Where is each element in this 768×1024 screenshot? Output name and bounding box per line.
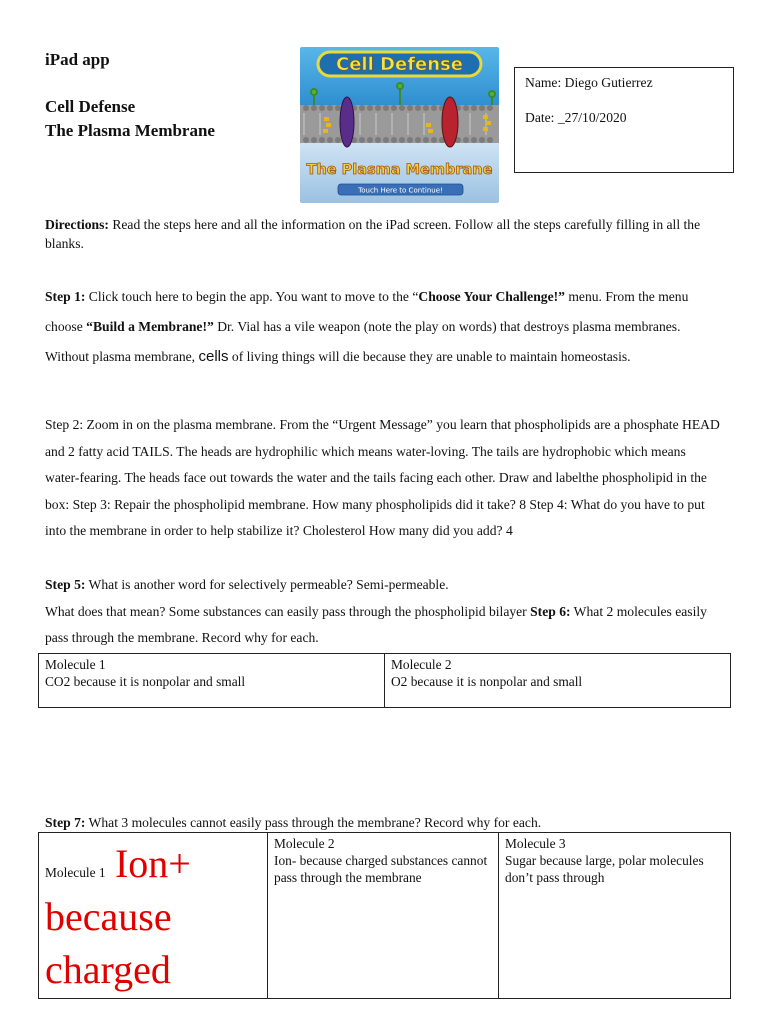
step1-text-3: Dr. Vial has a vile weapon (note the play on words) that destroys plasma membranes. Without plasma membrane, [45, 319, 681, 364]
date-label: Date: [525, 110, 555, 125]
step1-text-1: Click touch here to begin the app. You want to move to the “ [85, 289, 419, 304]
step5-text-2: What does that mean? Some substances can easily pass through the phospholipid bilayer [45, 603, 531, 619]
directions-paragraph [45, 215, 727, 253]
header-line1: iPad app [45, 50, 110, 69]
impermeable-molecules-table [38, 832, 731, 999]
step1-text-4: of living things will die because they are unable to maintain homeostasis. [228, 349, 631, 364]
name-value: Diego Gutierrez [564, 75, 653, 90]
directions-text: Read the steps here and all the information on the iPad screen. Follow all the steps carefully filling in all the blanks. [45, 217, 701, 251]
table2-head-3: Molecule 3 [505, 836, 566, 851]
header-line2: Cell Defense [45, 97, 136, 116]
step7-paragraph [45, 815, 725, 831]
info-box [514, 67, 734, 173]
table2-value-3: Sugar because large, polar molecules don’t pass through [505, 853, 704, 885]
table1-head-2: Molecule 2 [391, 657, 452, 672]
step6-text: What 2 molecules easily pass through the membrane. Record why for each. [45, 603, 707, 645]
step2-paragraph: Step 2: Zoom in on the plasma membrane. From the “Urgent Message” you learn that phospholipids are a phosphate HEAD and 2 fatty acid TAILS. The heads are hydrophilic which means water-loving. The tails are hydrophobic which means water-fearing. The heads face out towards the water and the tails facing each other. Draw and labelthe phospholipid in the box: Step 3: Repair the phospholipid membrane. How many phospholipids did it take? 8 Step 4: What do you have to put into the membrane in order to help stabilize it? Cholesterol How many did you add? 4 [45, 417, 720, 539]
continue-button-label: Touch Here to Continue! [358, 186, 443, 195]
cells-word: cells [198, 348, 229, 365]
table2-head-2: Molecule 2 [274, 836, 335, 851]
name-label: Name: [525, 75, 562, 90]
table1-value-1: CO2 because it is nonpolar and small [45, 674, 246, 689]
step5-paragraph [45, 572, 725, 652]
step7-label: Step 7: [45, 815, 86, 830]
permeable-molecules-table [38, 653, 731, 708]
step6-label: Step 6: [530, 603, 571, 619]
cell-defense-illustration [300, 47, 499, 203]
app-subtitle: The Plasma Membrane [306, 162, 493, 178]
step5-text-1: What is another word for selectively permeable? Semi-permeable. [85, 577, 449, 592]
table1-cell-2 [385, 654, 731, 708]
table2-cell-2 [268, 833, 499, 999]
directions-label: Directions: [45, 217, 109, 232]
table1-value-2: O2 because it is nonpolar and small [391, 674, 583, 689]
name-line [525, 75, 653, 91]
step1-label: Step 1: [45, 289, 86, 304]
step5-label: Step 5: [45, 577, 86, 592]
cell-defense-image [300, 47, 499, 203]
table2-head-1: Molecule 1 [45, 865, 106, 880]
build-membrane-text: “Build a Membrane!” [86, 319, 214, 334]
app-title: Cell Defense [336, 54, 463, 75]
table1-cell-1 [39, 654, 385, 708]
header-line3: The Plasma Membrane [45, 121, 215, 140]
step1-text-2: menu. From the menu choose [45, 289, 689, 334]
date-value: _27/10/2020 [557, 110, 627, 125]
table2-cell-3 [499, 833, 731, 999]
step7-text: What 3 molecules cannot easily pass through the membrane? Record why for each. [85, 815, 542, 830]
table1-head-1: Molecule 1 [45, 657, 106, 672]
choose-challenge-text: Choose Your Challenge!” [418, 289, 565, 304]
table2-cell-1 [39, 833, 268, 999]
table2-answer-1 [45, 837, 261, 890]
date-line [525, 110, 627, 126]
molecule1-answer-line1: Ion+ [114, 841, 191, 886]
table2-value-2: Ion- because charged substances cannot pass through the membrane [274, 853, 488, 885]
molecule1-answer-line3: charged [45, 947, 171, 992]
molecule1-answer-line2: because [45, 894, 172, 939]
step1-paragraph [45, 282, 725, 372]
